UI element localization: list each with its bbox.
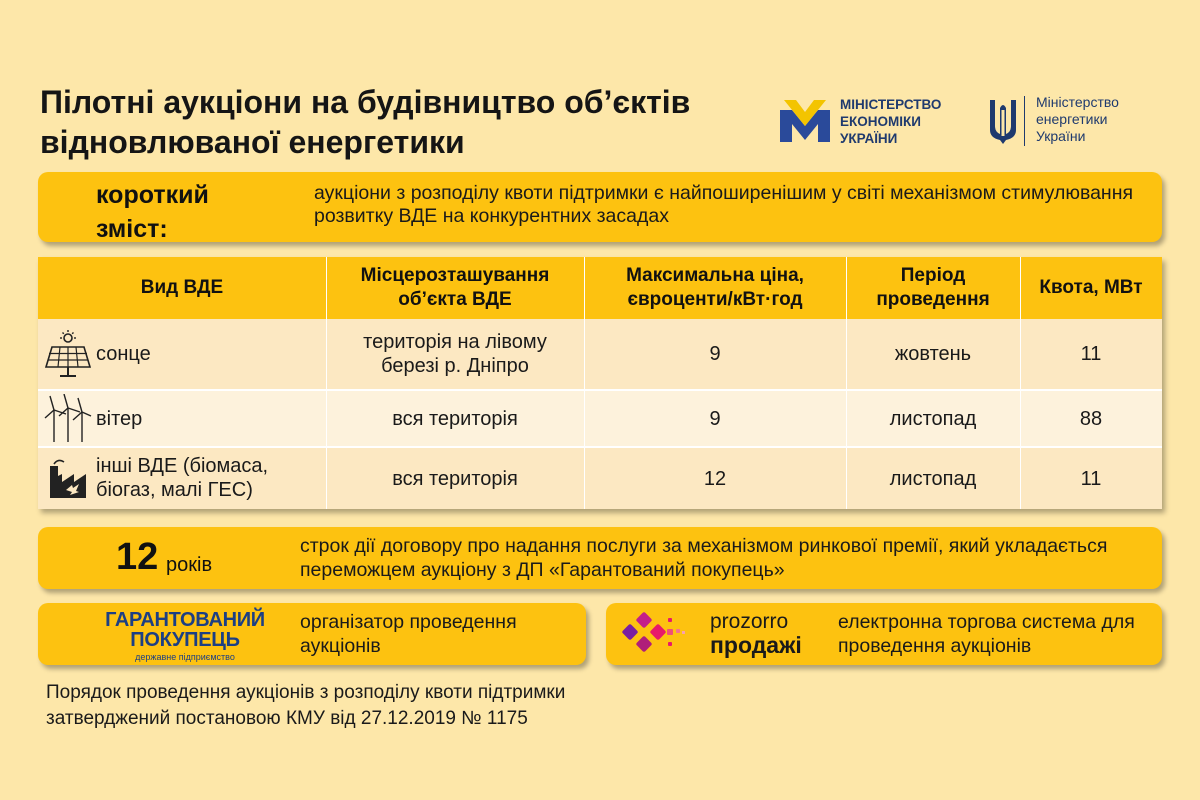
- footer-note: [46, 680, 846, 732]
- guaranteed-buyer-logo: [90, 610, 280, 663]
- trading-system-panel: [606, 603, 1162, 665]
- row-type-cell: [38, 448, 326, 509]
- row-quota: 11: [1080, 343, 1102, 365]
- guaranteed-buyer-logo-line2: ПОКУПЕЦЬ: [130, 629, 240, 651]
- table-header: [38, 257, 1162, 319]
- row-type-cell: [38, 391, 326, 446]
- ministry-economy-emblem-icon: [778, 96, 832, 144]
- term-text: строк дії договору про надання послуги за механізмом ринкової премії, який укладається переможцем аукціону з ДП «Гарантований покупець»: [300, 535, 1108, 581]
- ministry-energy-line2: енергетики: [1036, 111, 1108, 127]
- summary-label-line1: короткий: [96, 181, 209, 209]
- footer-line1: Порядок проведення аукціонів з розподілу квоти підтримки: [46, 682, 566, 703]
- term-unit: років: [166, 554, 213, 576]
- term-number: 12: [116, 536, 159, 578]
- row-price: 12: [703, 467, 727, 490]
- row-quota: 88: [1079, 407, 1103, 430]
- guaranteed-buyer-logo-line3: державне підприємство: [135, 652, 235, 662]
- header-price: [584, 257, 846, 319]
- page-title: Пілотні аукціони на будівництво об’єктів відновлюваної енергетики: [40, 84, 691, 160]
- row-period: жовтень: [894, 343, 972, 365]
- prozorro-emblem-icon: [620, 610, 700, 658]
- header-quota: Квота, МВт: [1039, 277, 1143, 298]
- guaranteed-buyer-logo-line1: ГАРАНТОВАНИЙ: [105, 609, 265, 631]
- row-period: листопад: [889, 467, 977, 490]
- header-location-line1: Місцерозташування: [360, 265, 550, 286]
- summary-text: аукціони з розподілу квоти підтримки є найпоширенішим у світі механізмом стимулювання розвитку ВДЕ на конкурентних засадах: [314, 182, 1134, 227]
- row-location-line1: територія на лівому: [363, 331, 547, 353]
- organizer-text: організатор проведення аукціонів: [300, 611, 517, 657]
- auction-table: [38, 257, 1162, 509]
- header-period-line2: проведення: [876, 289, 990, 310]
- table-row-other: [38, 448, 1162, 509]
- header-price-line1: Максимальна ціна,: [626, 265, 804, 286]
- ministry-economy-logo: [778, 94, 968, 150]
- table-row-wind: [38, 391, 1162, 446]
- row-type-label: вітер: [96, 408, 143, 430]
- row-period: листопад: [889, 407, 977, 430]
- header-price-line2: євроценти/кВт·год: [627, 289, 803, 310]
- contract-term-panel: [38, 527, 1162, 589]
- prozorro-brand-line2: продажі: [710, 632, 802, 658]
- ministry-economy-line2: ЕКОНОМІКИ: [840, 114, 921, 129]
- row-price: 9: [709, 343, 721, 365]
- wind-turbine-icon: [44, 394, 92, 444]
- prozorro-brand-line1: prozorro: [710, 610, 789, 633]
- column-divider: [326, 257, 327, 509]
- row-type-label-line2: біогаз, малі ГЕС): [96, 479, 253, 501]
- summary-panel: [38, 172, 1162, 242]
- column-divider: [1020, 257, 1021, 509]
- row-location: [326, 319, 584, 389]
- ministry-energy-line1: Міністерство: [1036, 94, 1119, 110]
- summary-label: [96, 178, 209, 246]
- row-type-cell: [38, 319, 326, 389]
- footer-line2: затверджений постановою КМУ від 27.12.2019 № 1175: [46, 708, 528, 729]
- header-period-line1: Період: [900, 265, 966, 286]
- column-divider: [584, 257, 585, 509]
- organizer-panel: [38, 603, 586, 665]
- column-divider: [846, 257, 847, 509]
- header-period: [846, 257, 1020, 319]
- row-location-line2: березі р. Дніпро: [381, 355, 529, 377]
- summary-label-line2: зміст:: [96, 215, 168, 243]
- prozorro-brand: [710, 611, 802, 657]
- header-type: Вид ВДЕ: [140, 277, 224, 298]
- row-location: вся територія: [392, 407, 518, 430]
- row-price: 9: [709, 407, 721, 430]
- header-location-line2: об’єкта ВДЕ: [398, 289, 512, 310]
- table-row-solar: [38, 319, 1162, 389]
- ministry-economy-line1: МІНІСТЕРСТВО: [840, 97, 942, 112]
- solar-panel-icon: [44, 329, 92, 379]
- header-location: [326, 257, 584, 319]
- row-type-label-line1: інші ВДЕ (біомаса,: [96, 455, 269, 477]
- trident-icon: [986, 96, 1020, 146]
- ministry-energy-line3: України: [1036, 128, 1086, 144]
- row-type-label: сонце: [96, 343, 151, 365]
- ministry-economy-line3: УКРАЇНИ: [840, 131, 898, 146]
- row-location: вся територія: [392, 467, 518, 490]
- ministry-energy-logo: [986, 94, 1176, 150]
- factory-icon: [46, 456, 90, 500]
- logo-divider: [1024, 96, 1025, 146]
- row-type-label: [96, 454, 268, 502]
- row-quota: 11: [1080, 467, 1102, 490]
- trading-text: електронна торгова система для проведення аукціонів: [838, 611, 1135, 657]
